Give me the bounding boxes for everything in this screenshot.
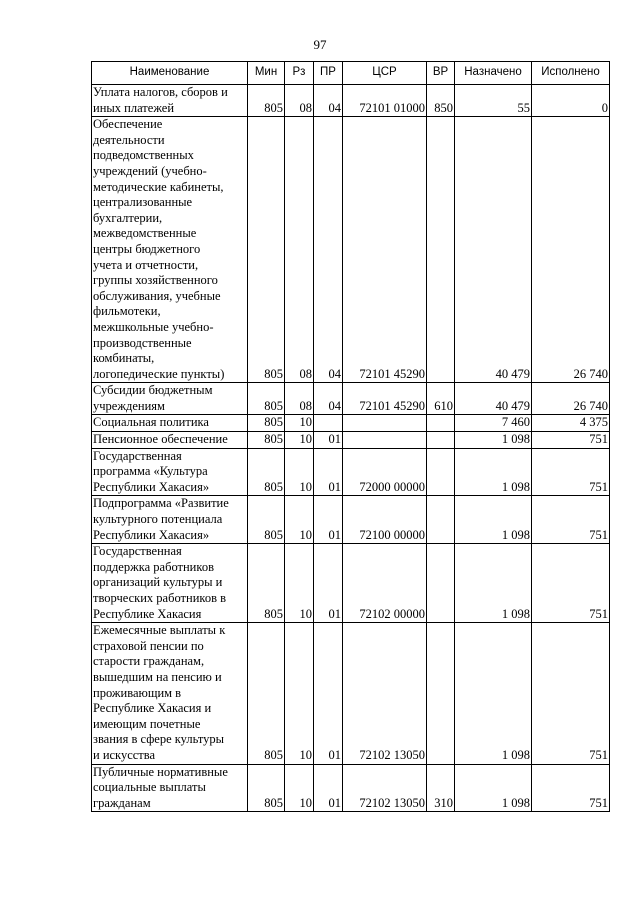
table-row <box>92 764 610 812</box>
cell-min: 805 <box>248 764 285 812</box>
name-line: учреждениям <box>93 398 165 413</box>
name-line: Республике Хакасия <box>93 606 202 621</box>
cell-vr <box>427 544 455 623</box>
cell-executed: 751 <box>532 764 610 812</box>
cell-csr <box>343 415 427 432</box>
name-line: Уплата налогов, сборов и <box>93 85 228 99</box>
cell-pr: 04 <box>314 85 343 117</box>
cell-executed: 4 375 <box>532 415 610 432</box>
cell-name <box>92 764 248 812</box>
cell-assigned: 55 <box>455 85 532 117</box>
name-line: Государственная <box>93 544 182 559</box>
name-line: Пенсионное обеспечение <box>93 432 228 447</box>
name-line: подведомственных <box>93 148 194 163</box>
cell-executed: 751 <box>532 432 610 449</box>
name-line: межведомственные <box>93 226 197 241</box>
cell-pr: 01 <box>314 432 343 449</box>
cell-min: 805 <box>248 415 285 432</box>
column-header-name: Наименование <box>92 62 248 85</box>
cell-assigned: 40 479 <box>455 383 532 415</box>
cell-vr <box>427 432 455 449</box>
cell-min: 805 <box>248 496 285 544</box>
name-line: централизованные <box>93 195 193 210</box>
name-line: методические кабинеты, <box>93 179 224 194</box>
cell-name <box>92 432 248 449</box>
name-line: страховой пенсии по <box>93 638 204 653</box>
name-line: деятельности <box>93 132 165 147</box>
table-row <box>92 117 610 383</box>
cell-csr: 72000 00000 <box>343 448 427 496</box>
budget-table <box>91 61 610 812</box>
name-line: Обеспечение <box>93 117 163 132</box>
cell-csr: 72101 45290 <box>343 117 427 383</box>
cell-min: 805 <box>248 448 285 496</box>
name-line: старости гражданам, <box>93 654 205 669</box>
table-header-row <box>92 62 610 85</box>
cell-pr <box>314 415 343 432</box>
name-line: организаций культуры и <box>93 575 223 590</box>
column-header-pr: ПР <box>314 62 343 85</box>
name-line: Государственная <box>93 448 182 463</box>
name-line: имеющим почетные <box>93 716 201 731</box>
name-line: группы хозяйственного <box>93 273 218 288</box>
cell-assigned: 1 098 <box>455 448 532 496</box>
column-header-vr: ВР <box>427 62 455 85</box>
column-header-min: Мин <box>248 62 285 85</box>
name-line: учета и отчетности, <box>93 257 199 272</box>
cell-min: 805 <box>248 383 285 415</box>
table-row <box>92 496 610 544</box>
cell-csr: 72102 13050 <box>343 623 427 764</box>
cell-min: 805 <box>248 623 285 764</box>
cell-name <box>92 544 248 623</box>
name-line: поддержка работников <box>93 559 214 574</box>
column-header-rz: Рз <box>285 62 314 85</box>
name-line: культурного потенциала <box>93 512 223 527</box>
table-row <box>92 85 610 117</box>
cell-name <box>92 383 248 415</box>
cell-pr: 04 <box>314 383 343 415</box>
table-row <box>92 383 610 415</box>
name-line: обслуживания, учебные <box>93 288 221 303</box>
name-line: центры бюджетного <box>93 241 201 256</box>
cell-min: 805 <box>248 85 285 117</box>
cell-rz: 08 <box>285 85 314 117</box>
cell-rz: 10 <box>285 415 314 432</box>
cell-rz: 08 <box>285 383 314 415</box>
cell-assigned: 1 098 <box>455 544 532 623</box>
column-header-assigned: Назначено <box>455 62 532 85</box>
cell-executed: 0 <box>532 85 610 117</box>
cell-csr: 72101 45290 <box>343 383 427 415</box>
name-line: Субсидии бюджетным <box>93 383 213 398</box>
cell-assigned: 1 098 <box>455 623 532 764</box>
name-line: межшкольные учебно- <box>93 319 214 334</box>
name-line: вышедшим на пенсию и <box>93 669 222 684</box>
cell-pr: 01 <box>314 764 343 812</box>
cell-csr <box>343 432 427 449</box>
name-line: учреждений (учебно- <box>93 163 207 178</box>
cell-min: 805 <box>248 544 285 623</box>
cell-pr: 01 <box>314 496 343 544</box>
cell-name <box>92 623 248 764</box>
cell-executed: 751 <box>532 544 610 623</box>
cell-executed: 26 740 <box>532 117 610 383</box>
cell-assigned: 1 098 <box>455 764 532 812</box>
name-line: Социальная политика <box>93 415 209 430</box>
table-row <box>92 623 610 764</box>
name-line: Публичные нормативные <box>93 764 228 779</box>
name-line: программа «Культура <box>93 464 208 479</box>
cell-rz: 10 <box>285 496 314 544</box>
cell-pr: 01 <box>314 448 343 496</box>
cell-vr <box>427 415 455 432</box>
cell-executed: 751 <box>532 448 610 496</box>
table-row <box>92 544 610 623</box>
cell-assigned: 1 098 <box>455 496 532 544</box>
cell-rz: 10 <box>285 623 314 764</box>
name-line: фильмотеки, <box>93 304 161 319</box>
cell-csr: 72102 13050 <box>343 764 427 812</box>
name-line: иных платежей <box>93 100 175 115</box>
cell-name <box>92 496 248 544</box>
column-header-csr: ЦСР <box>343 62 427 85</box>
cell-assigned: 7 460 <box>455 415 532 432</box>
name-line: проживающим в <box>93 685 182 700</box>
name-line: логопедические пункты) <box>93 366 225 381</box>
name-line: и искусства <box>93 747 156 762</box>
cell-executed: 751 <box>532 496 610 544</box>
cell-assigned: 1 098 <box>455 432 532 449</box>
table-row <box>92 432 610 449</box>
name-line: гражданам <box>93 795 151 810</box>
cell-vr <box>427 496 455 544</box>
name-line: творческих работников в <box>93 591 227 605</box>
name-line: производственные <box>93 335 192 350</box>
cell-pr: 01 <box>314 544 343 623</box>
cell-name <box>92 117 248 383</box>
name-line: бухгалтерии, <box>93 210 163 225</box>
name-line: звания в сфере культуры <box>93 732 225 747</box>
cell-pr: 01 <box>314 623 343 764</box>
cell-pr: 04 <box>314 117 343 383</box>
name-line: Ежемесячные выплаты к <box>93 623 226 638</box>
page-number: 97 <box>313 37 327 52</box>
cell-executed: 751 <box>532 623 610 764</box>
table-row <box>92 448 610 496</box>
cell-csr: 72102 00000 <box>343 544 427 623</box>
column-header-executed: Исполнено <box>532 62 610 85</box>
cell-rz: 08 <box>285 117 314 383</box>
name-line: комбинаты, <box>93 351 155 366</box>
name-line: Республики Хакасия» <box>93 479 210 494</box>
cell-executed: 26 740 <box>532 383 610 415</box>
cell-rz: 10 <box>285 764 314 812</box>
name-line: Республики Хакасия» <box>93 527 210 542</box>
cell-min: 805 <box>248 432 285 449</box>
table-body <box>92 85 610 812</box>
cell-csr: 72100 00000 <box>343 496 427 544</box>
cell-vr: 850 <box>427 85 455 117</box>
cell-rz: 10 <box>285 544 314 623</box>
cell-min: 805 <box>248 117 285 383</box>
cell-rz: 10 <box>285 432 314 449</box>
cell-name <box>92 415 248 432</box>
name-line: Подпрограмма «Развитие <box>93 496 229 511</box>
cell-csr: 72101 01000 <box>343 85 427 117</box>
cell-vr: 610 <box>427 383 455 415</box>
cell-vr <box>427 117 455 383</box>
cell-rz: 10 <box>285 448 314 496</box>
name-line: социальные выплаты <box>93 780 206 795</box>
cell-assigned: 40 479 <box>455 117 532 383</box>
table-row <box>92 415 610 432</box>
cell-name <box>92 85 248 117</box>
cell-vr <box>427 623 455 764</box>
cell-name <box>92 448 248 496</box>
name-line: Республике Хакасия и <box>93 701 212 716</box>
cell-vr <box>427 448 455 496</box>
cell-vr: 310 <box>427 764 455 812</box>
